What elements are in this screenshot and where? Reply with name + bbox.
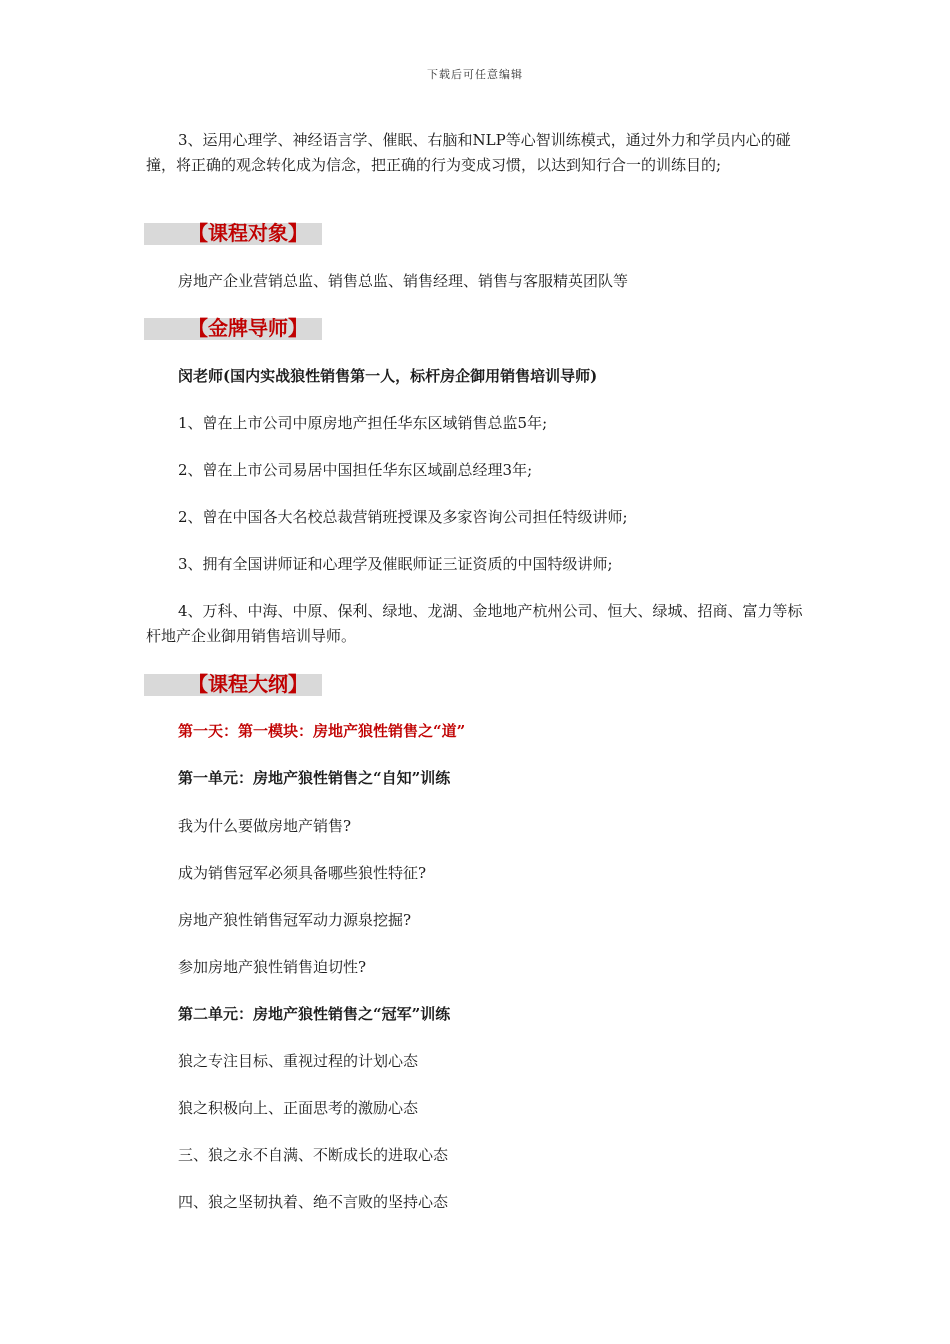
- unit-2-item: 狼之专注目标、重视过程的计划心态: [178, 1052, 419, 1070]
- teacher-item: 4、万科、中海、中原、保利、绿地、龙湖、金地地产杭州公司、恒大、绿城、招商、富力等标杆地产企业御用销售培训导师。: [146, 602, 803, 645]
- teacher-item: 2、曾在中国各大名校总裁营销班授课及多家咨询公司担任特级讲师;: [178, 508, 628, 526]
- outline-day-1: 第一天：第一模块：房地产狼性销售之“道”: [178, 722, 466, 740]
- unit-2-item: 三、狼之永不自满、不断成长的进取心态: [178, 1146, 449, 1164]
- unit-1-item: 我为什么要做房地产销售?: [178, 817, 352, 835]
- unit-1-item: 成为销售冠军必须具备哪些狼性特征?: [178, 864, 427, 882]
- unit-1-title: 第一单元：房地产狼性销售之“自知”训练: [178, 769, 451, 787]
- section-heading-audience: [144, 223, 322, 245]
- page-header: 下载后可任意编辑: [427, 68, 523, 81]
- audience-text: 房地产企业营销总监、销售总监、销售经理、销售与客服精英团队等: [178, 272, 629, 290]
- section-title: 【课程大纲】: [188, 672, 308, 696]
- intro-paragraph-3: 3、运用心理学、神经语言学、催眠、右脑和NLP等心智训练模式，通过外力和学员内心的碰撞，将正确的观念转化成为信念，把正确的行为变成习惯，以达到知行合一的训练目的;: [146, 131, 791, 174]
- section-heading-teacher: [144, 318, 322, 340]
- unit-1-item: 参加房地产狼性销售迫切性?: [178, 958, 367, 976]
- unit-2-item: 四、狼之坚韧执着、绝不言败的坚持心态: [178, 1193, 449, 1211]
- teacher-item: 1、曾在上市公司中原房地产担任华东区域销售总监5年;: [178, 414, 548, 432]
- section-title: 【课程对象】: [188, 221, 308, 245]
- unit-1-item: 房地产狼性销售冠军动力源泉挖掘?: [178, 911, 412, 929]
- section-title: 【金牌导师】: [188, 316, 308, 340]
- unit-2-item: 狼之积极向上、正面思考的激励心态: [178, 1099, 419, 1117]
- teacher-item: 3、拥有全国讲师证和心理学及催眠师证三证资质的中国特级讲师;: [178, 555, 613, 573]
- section-heading-outline: [144, 674, 322, 696]
- teacher-name: 闵老师(国内实战狼性销售第一人，标杆房企御用销售培训导师): [178, 367, 598, 385]
- unit-2-title: 第二单元：房地产狼性销售之“冠军”训练: [178, 1005, 451, 1023]
- teacher-item: 2、曾在上市公司易居中国担任华东区域副总经理3年;: [178, 461, 533, 479]
